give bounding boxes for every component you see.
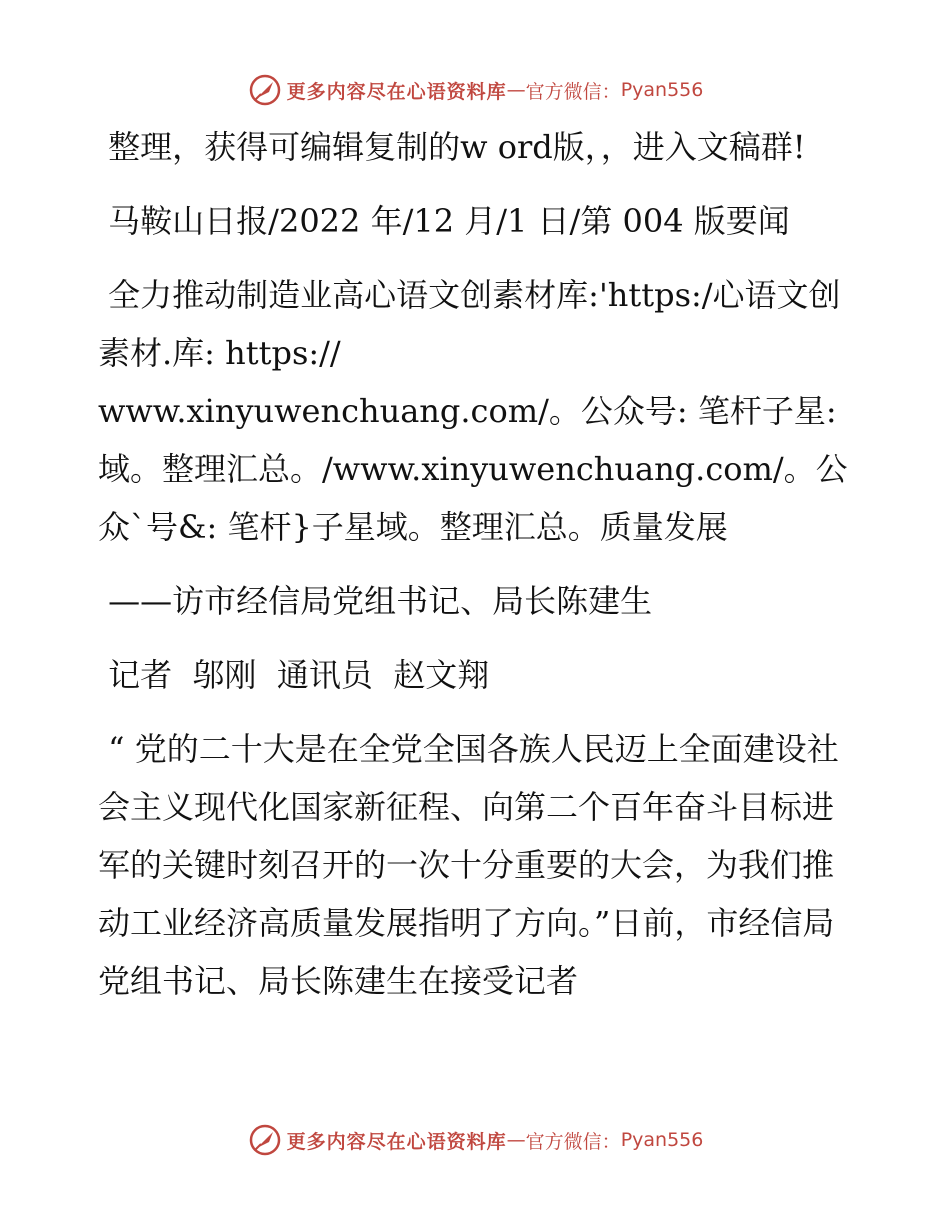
watermark-footer [0, 1120, 950, 1160]
paragraph-headline: 全力推动制造业高心语文创素材库:'https:/心语文创素材.库: https:// www.xinyuwenchuang.com/。公众号: 笔杆子星:域。整理汇总。/www.xinyuwenchuang.com/。公众`号&: 笔杆}子星域。整理汇总。质量发展 [98, 276, 848, 546]
paragraph-subtitle: ——访市经信局党组书记、局长陈建生 [98, 582, 653, 620]
quill-logo-icon [247, 1122, 283, 1158]
paragraph-body: “ 党的二十大是在全党全国各族人民迈上全面建设社会主义现代化国家新征程、向第二个百年奋斗目标进军的关键时刻召开的一次十分重要的大会，为我们推动工业经济高质量发展指明了方向。”日前，市经信局党组书记、局长陈建生在接受记者 [98, 730, 839, 1000]
watermark-dash: — [506, 79, 526, 101]
watermark-official: 官方微信： [525, 1130, 621, 1153]
watermark-id: Pyan556 [620, 1129, 704, 1151]
document-body [98, 118, 858, 1010]
watermark-official: 官方微信： [525, 80, 621, 103]
quill-logo-icon [247, 72, 283, 108]
watermark-dash: — [506, 1129, 526, 1151]
paragraph-source: 马鞍山日报/2022 年/12 月/1 日/第 004 版要闻 [98, 202, 790, 240]
watermark-text: 更多内容尽在心语资料库 [286, 1130, 507, 1153]
watermark-id: Pyan556 [620, 79, 704, 101]
paragraph-byline: 记者 邬刚 通讯员 赵文翔 [98, 656, 490, 694]
watermark-header [0, 70, 950, 110]
paragraph-intro: 整理，获得可编辑复制的w ord版，，进入文稿群! [98, 128, 806, 166]
watermark-text: 更多内容尽在心语资料库 [286, 80, 507, 103]
